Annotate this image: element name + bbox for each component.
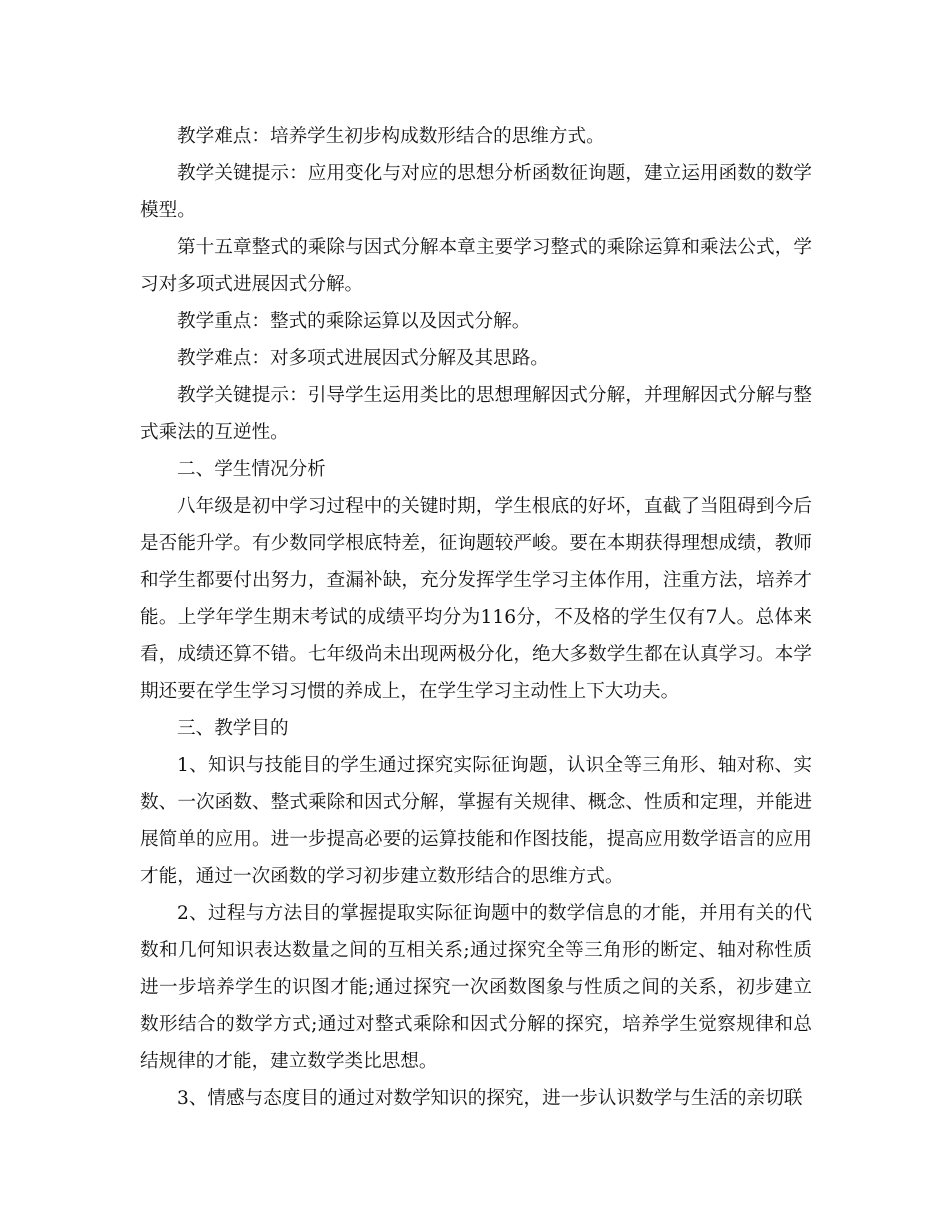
- paragraph-student-analysis: 八年级是初中学习过程中的关键时期，学生根底的好坏，直截了当阻碍到今后是否能升学。有少数同学根底特差，征询题较严峻。要在本期获得理想成绩，教师和学生都要付出努力，查漏补缺，充分发挥学生学习主体作用，注重方法，培养才能。上学年学生期末考试的成绩平均分为116分，不及格的学生仅有7人。总体来看，成绩还算不错。七年级尚未出现两极分化，绝大多数学生都在认真学习。本学期还要在学生学习习惯的养成上，在学生学习主动性上下大功夫。: [140, 496, 812, 702]
- paragraph-teaching-key-hint: 教学关键提示：应用变化与对应的思想分析函数征询题，建立运用函数的数学模型。: [140, 163, 812, 221]
- paragraph-goal-knowledge-skills: 1、知识与技能目的学生通过探究实际征询题，认识全等三角形、轴对称、实数、一次函数、整式乘除和因式分解，掌握有关规律、概念、性质和定理，并能进展简单的应用。进一步提高必要的运算技能和作图技能，提高应用数学语言的应用才能，通过一次函数的学习初步建立数形结合的思维方式。: [140, 755, 812, 887]
- paragraph-teaching-difficulty: 教学难点：培养学生初步构成数形结合的思维方式。: [177, 126, 605, 147]
- section-heading-student-analysis: 二、学生情况分析: [177, 459, 326, 480]
- section-heading-teaching-goals: 三、教学目的: [177, 718, 289, 739]
- paragraph-teaching-focus: 教学重点：整式的乘除运算以及因式分解。: [177, 311, 531, 332]
- paragraph-teaching-difficulty-2: 教学难点：对多项式进展因式分解及其思路。: [177, 348, 549, 369]
- paragraph-chapter-15-intro: 第十五章整式的乘除与因式分解本章主要学习整式的乘除运算和乘法公式，学习对多项式进展因式分解。: [140, 237, 812, 295]
- paragraph-teaching-key-hint-2: 教学关键提示：引导学生运用类比的思想理解因式分解，并理解因式分解与整式乘法的互逆性。: [140, 385, 812, 443]
- paragraph-goal-process-method: 2、过程与方法目的掌握提取实际征询题中的数学信息的才能，并用有关的代数和几何知识表达数量之间的互相关系;通过探究全等三角形的断定、轴对称性质进一步培养学生的识图才能;通过探究一次函数图象与性质之间的关系，初步建立数形结合的数学方式;通过对整式乘除和因式分解的探究，培养学生觉察规律和总结规律的才能，建立数学类比思想。: [140, 903, 812, 1072]
- document-body: [140, 118, 812, 1117]
- paragraph-goal-emotion-attitude: 3、情感与态度目的通过对数学知识的探究，进一步认识数学与生活的亲切联: [177, 1088, 803, 1109]
